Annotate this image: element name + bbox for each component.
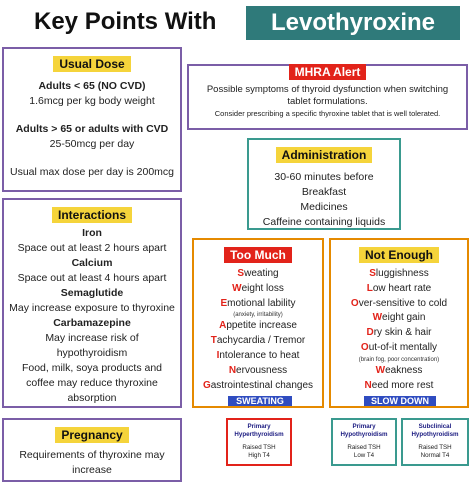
not-enough-item (331, 341, 467, 356)
not-enough-item (331, 356, 467, 364)
too-much-initial: T (210, 335, 217, 347)
too-much-item (194, 282, 322, 297)
mini-heading: Primary (352, 423, 376, 430)
too-much-initial: A (219, 320, 227, 332)
mini-heading: Subclinical (418, 423, 452, 430)
pregnancy-panel (2, 418, 182, 482)
too-much-word: astrointestinal changes (210, 379, 314, 391)
too-much-item (194, 379, 322, 394)
mhra-line: Consider prescribing a specific thyroxine tablet that is well tolerated. (214, 109, 441, 118)
too-much-initial: I (216, 349, 220, 361)
not-enough-footer-label: SLOW DOWN (371, 396, 429, 406)
too-much-note: (anxiety, irritability) (233, 312, 283, 319)
not-enough-item (331, 311, 467, 326)
too-much-item (194, 334, 322, 349)
usual-dose-header: Usual Dose (53, 56, 130, 72)
usual-dose-panel (2, 47, 182, 192)
too-much-item (194, 311, 322, 319)
not-enough-word: eakness (385, 364, 423, 376)
interaction-drug: Calcium (71, 257, 113, 269)
dose-line: Adults < 65 (NO CVD) (38, 80, 146, 92)
too-much-item (194, 364, 322, 379)
not-enough-item (331, 379, 467, 394)
too-much-initial: E (220, 297, 228, 309)
too-much-word: motional lability (227, 297, 296, 309)
not-enough-item (331, 364, 467, 379)
not-enough-word: ut-of-it mentally (368, 341, 438, 353)
not-enough-initial: W (375, 364, 386, 376)
pregnancy-header: Pregnancy (55, 427, 128, 443)
pregnancy-line: Requirements of thyroxine may (19, 449, 165, 461)
interaction-drug: Carbamazepine (53, 317, 131, 329)
too-much-panel (192, 238, 324, 408)
mini-heading: Hyperthyroidism (234, 431, 284, 438)
not-enough-initial: S (369, 268, 376, 279)
mini-line: Low T4 (353, 452, 375, 459)
mini-box-hyperthyroidism (226, 418, 292, 466)
mini-box-hypothyroidism (331, 418, 397, 466)
administration-line: Medicines (300, 201, 348, 213)
administration-line: 30-60 minutes before (274, 171, 374, 183)
dose-line: 1.6mcg per kg body weight (29, 95, 155, 107)
not-enough-word: ow heart rate (372, 282, 432, 294)
mini-line: Normal T4 (420, 452, 450, 459)
not-enough-initial: W (372, 312, 383, 324)
too-much-item (194, 297, 322, 312)
mini-heading: Hypothyroidism (411, 431, 459, 438)
too-much-item (194, 349, 322, 364)
mini-line: Raised TSH (418, 444, 452, 451)
administration-header: Administration (276, 147, 373, 163)
too-much-header: Too Much (224, 247, 292, 263)
interaction-note: Food, milk, soya products and (21, 362, 163, 374)
not-enough-initial: N (364, 379, 372, 391)
pregnancy-line: increase (72, 464, 112, 476)
interaction-note: May increase risk of (45, 332, 139, 344)
mini-line: Raised TSH (242, 444, 276, 451)
not-enough-word: eight gain (382, 312, 426, 324)
administration-line: Caffeine containing liquids (262, 216, 386, 228)
not-enough-footer (364, 396, 436, 406)
not-enough-panel (329, 238, 469, 408)
too-much-word: ntolerance to heat (219, 349, 300, 361)
interactions-panel (2, 198, 182, 408)
page-title-highlight: Levothyroxine (246, 6, 460, 40)
too-much-item (194, 319, 322, 334)
administration-line: Breakfast (301, 186, 347, 198)
too-much-word: eight loss (241, 282, 284, 294)
too-much-word: achycardia / Tremor (216, 335, 306, 347)
mhra-line: tablet formulations. (287, 96, 368, 107)
too-much-initial: G (202, 379, 211, 391)
too-much-initial: W (232, 282, 242, 294)
not-enough-initial: D (366, 327, 374, 339)
too-much-footer (228, 396, 292, 406)
interactions-header: Interactions (52, 207, 132, 223)
not-enough-word: ry skin & hair (373, 327, 432, 339)
too-much-word: weating (244, 268, 279, 279)
interaction-note: Space out at least 2 hours apart (17, 242, 167, 254)
not-enough-note: (brain fog, poor concentration) (358, 356, 440, 363)
too-much-word: ervousness (236, 364, 288, 376)
too-much-item (194, 267, 322, 282)
dose-line: 25-50mcg per day (49, 138, 135, 150)
not-enough-header: Not Enough (359, 247, 439, 263)
interaction-note: May increase exposure to thyroxine (9, 302, 175, 314)
not-enough-initial: L (366, 282, 373, 294)
interaction-note: coffee may reduce thyroxine (26, 377, 158, 389)
not-enough-word: ver-sensitive to cold (358, 297, 448, 309)
too-much-initial: N (228, 364, 237, 376)
not-enough-initial: O (350, 297, 359, 309)
not-enough-item (331, 282, 467, 297)
mini-heading: Hypothyroidism (340, 431, 388, 438)
dose-line: Usual max dose per day is 200mcg (10, 166, 174, 178)
mini-heading: Primary (247, 423, 271, 430)
too-much-word: ppetite increase (226, 320, 297, 332)
too-much-initial: S (237, 268, 245, 279)
not-enough-initial: O (360, 341, 369, 353)
not-enough-item (331, 267, 467, 282)
interaction-note: Space out at least 4 hours apart (17, 272, 167, 284)
not-enough-word: eed more rest (371, 379, 434, 391)
page-title-left: Key Points With (34, 8, 217, 35)
interaction-drug: Iron (82, 227, 102, 239)
mini-line: High T4 (248, 452, 270, 459)
too-much-footer-label: SWEATING (236, 396, 284, 406)
not-enough-item (331, 297, 467, 312)
mini-line: Raised TSH (347, 444, 381, 451)
not-enough-word: luggishness (375, 268, 429, 279)
mini-box-subclinical (401, 418, 469, 466)
interaction-drug: Semaglutide (60, 287, 124, 299)
dose-line: Adults > 65 or adults with CVD (15, 123, 169, 135)
mhra-header: MHRA Alert (289, 64, 367, 80)
not-enough-item (331, 326, 467, 341)
interaction-note: absorption (67, 392, 117, 404)
mhra-alert-panel (187, 64, 468, 130)
mhra-line: Possible symptoms of thyroid dysfunction when switching (206, 84, 449, 95)
administration-panel (247, 138, 401, 230)
interaction-note: hypothyroidism (56, 347, 128, 359)
